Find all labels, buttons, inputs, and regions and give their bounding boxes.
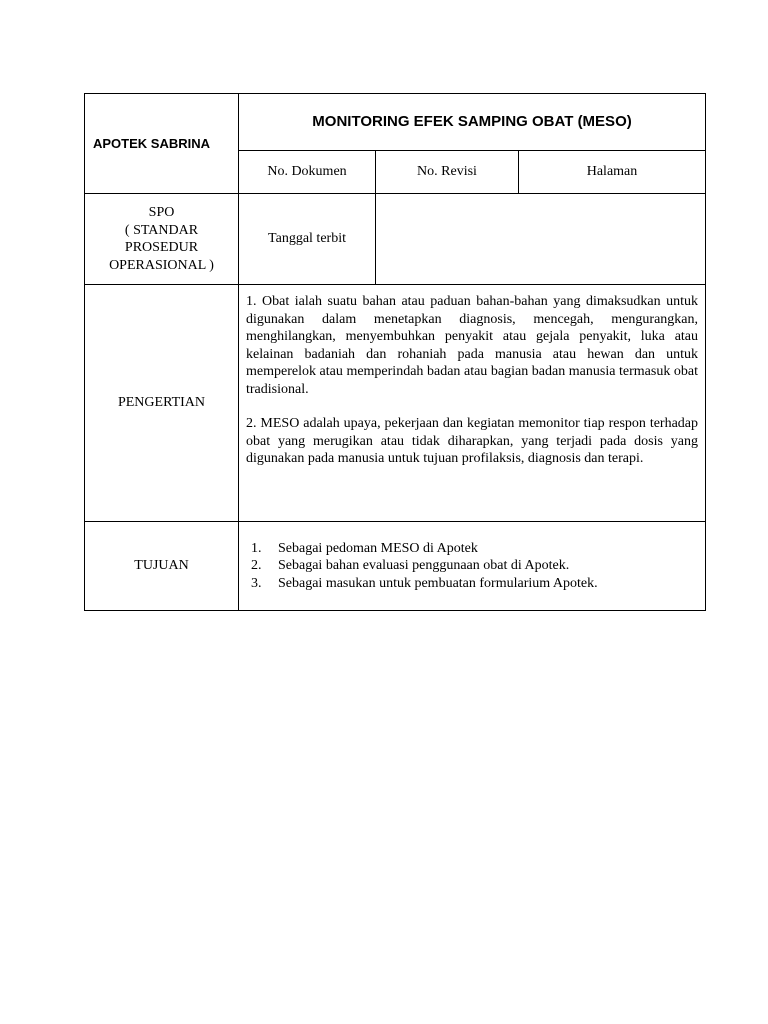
pengertian-label: PENGERTIAN (85, 285, 239, 522)
document-title: MONITORING EFEK SAMPING OBAT (MESO) (239, 94, 706, 151)
tujuan-item-number: 3. (251, 575, 262, 591)
pengertian-content (239, 285, 706, 522)
tanggal-terbit-label: Tanggal terbit (239, 194, 376, 285)
tujuan-list (251, 540, 697, 593)
tujuan-item-number: 1. (251, 540, 262, 556)
spo-label-line-2: ( STANDAR (124, 222, 199, 238)
spo-label-line-3: PROSEDUR (124, 240, 199, 255)
tujuan-item-text: Sebagai pedoman MESO di Apotek (278, 540, 478, 556)
tujuan-item (251, 557, 697, 575)
no-revisi-label: No. Revisi (376, 151, 519, 194)
tujuan-content (239, 522, 706, 611)
pengertian-paragraph-2: 2. MESO adalah upaya, pekerjaan dan kegiatan memonitor tiap respon terhadap obat yang merugikan atau tidak diharapkan, yang terjadi pada dosis yang digunakan pada manusia untuk tujuan profilaksis, diagnosis dan terapi. (246, 416, 699, 466)
tujuan-label: TUJUAN (85, 522, 239, 611)
spo-label (85, 194, 239, 285)
spo-label-line-4: OPERASIONAL ) (109, 257, 214, 273)
tanggal-terbit-value (376, 194, 706, 285)
tujuan-item-text: Sebagai bahan evaluasi penggunaan obat di Apotek. (278, 558, 570, 574)
no-dokumen-label: No. Dokumen (239, 151, 376, 194)
organization-name: APOTEK SABRINA (85, 94, 239, 194)
spo-label-line-1: SPO (148, 205, 175, 220)
halaman-label: Halaman (519, 151, 706, 194)
tujuan-item (251, 575, 697, 593)
pengertian-paragraph-1: 1. Obat ialah suatu bahan atau paduan bahan-bahan yang dimaksudkan untuk digunakan dalam menetapkan diagnosis, mencegah, mengurangkan, menghilangkan, menyembuhkan penyakit atau gejala penyakit, luka atau kelainan badaniah dan rohaniah pada manusia atau hewan dan untuk memperelok atau memperindah badan atau bagian badan manusia termasuk obat tradisional. (246, 294, 699, 397)
spo-document-table (84, 93, 706, 611)
tujuan-item-number: 2. (251, 558, 262, 574)
tujuan-item (251, 540, 697, 558)
tujuan-item-text: Sebagai masukan untuk pembuatan formularium Apotek. (278, 575, 598, 591)
